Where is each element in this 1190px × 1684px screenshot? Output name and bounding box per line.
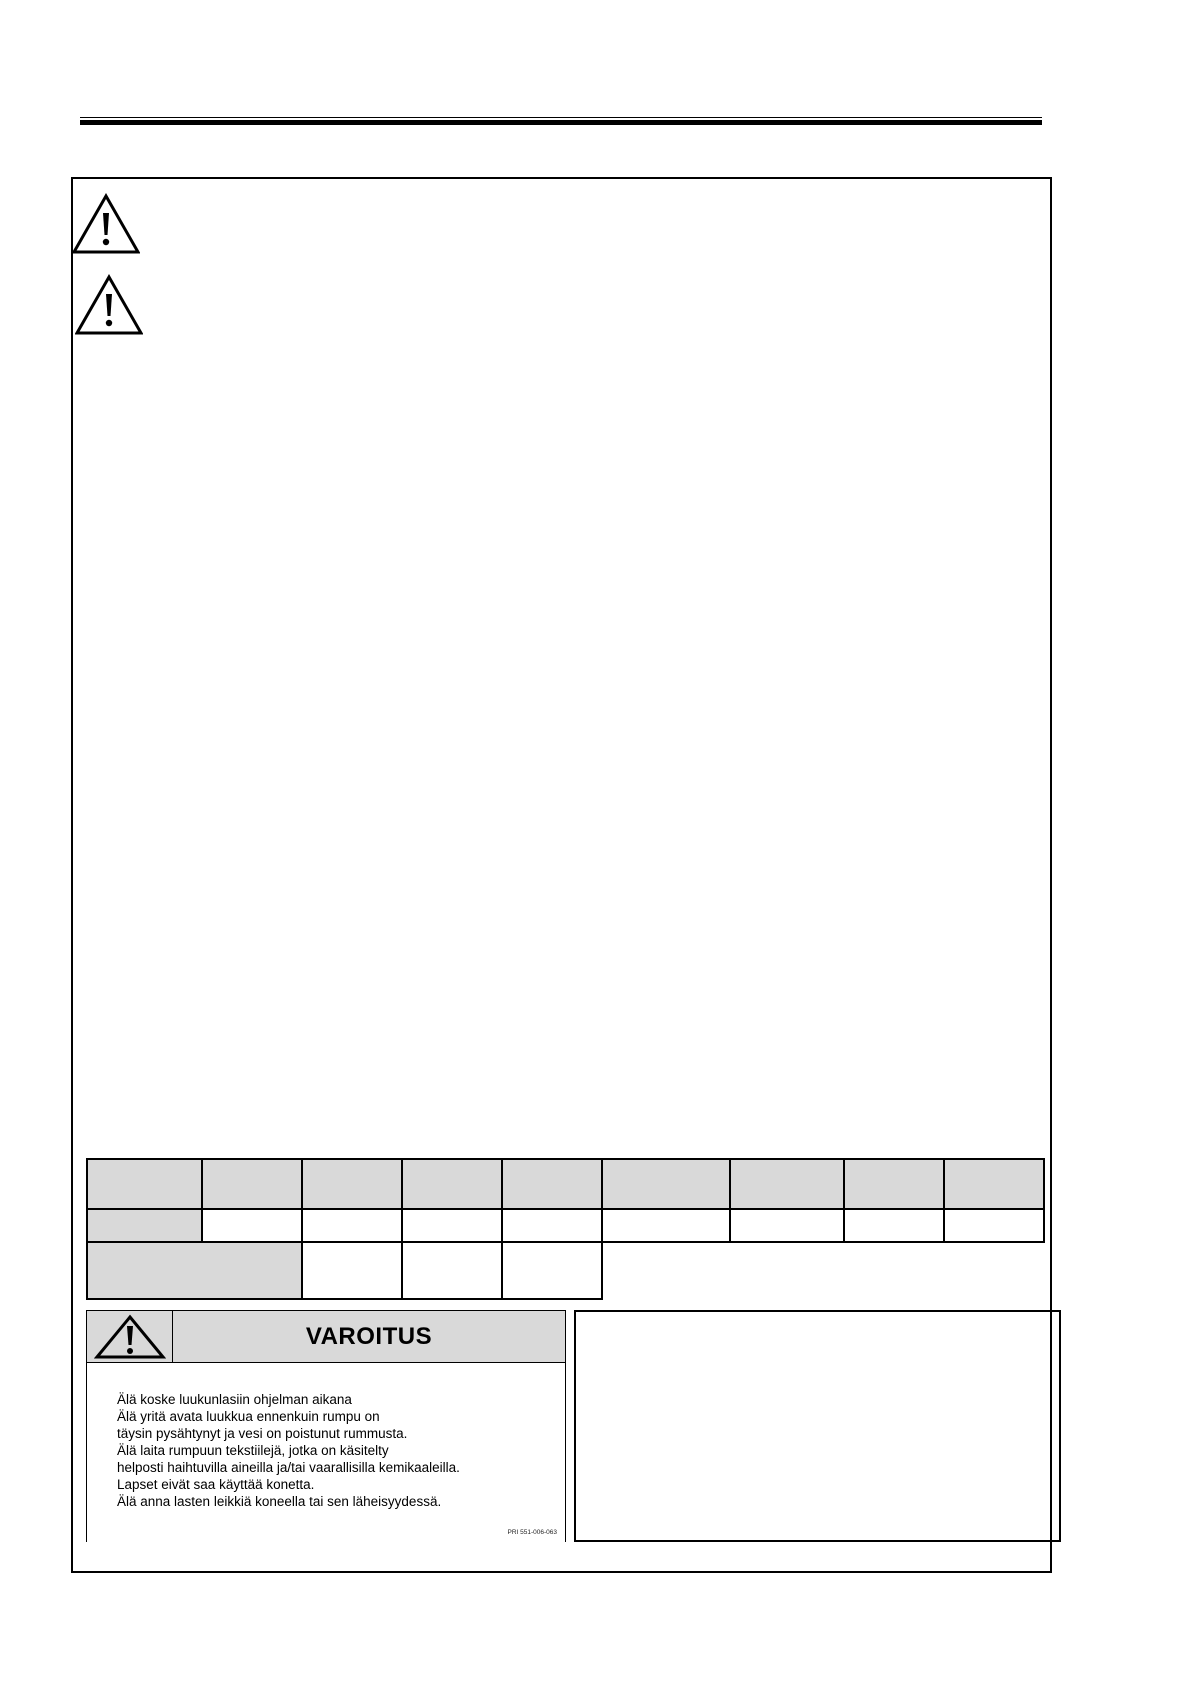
table-cell xyxy=(402,1209,502,1242)
warning-line: täysin pysähtynyt ja vesi on poistunut rummusta. xyxy=(117,1426,408,1441)
table-cell xyxy=(730,1209,844,1242)
header-rule-thin xyxy=(80,117,1042,118)
empty-label-box xyxy=(574,1310,1061,1542)
warning-label-header xyxy=(87,1311,565,1363)
warning-triangle-icon xyxy=(94,1314,166,1360)
table-cell xyxy=(944,1159,1044,1209)
table-cell xyxy=(944,1209,1044,1242)
table-row xyxy=(87,1209,1044,1242)
warning-line: Älä koske luukunlasiin ohjelman aikana xyxy=(117,1392,352,1407)
warning-triangle-icon xyxy=(72,193,140,255)
table-cell xyxy=(502,1159,602,1209)
table-cell xyxy=(844,1159,944,1209)
warning-line: Älä yritä avata luukkua ennenkuin rumpu on xyxy=(117,1409,380,1424)
warning-label-title: VAROITUS xyxy=(305,1322,433,1350)
warning-line: Lapset eivät saa käyttää konetta. xyxy=(117,1477,315,1492)
warning-label xyxy=(86,1310,566,1542)
table-cell xyxy=(602,1209,730,1242)
table-cell xyxy=(202,1209,302,1242)
table-header-row xyxy=(87,1159,1044,1209)
header-rule-thick xyxy=(80,120,1042,125)
table-cell xyxy=(302,1209,402,1242)
table-cell xyxy=(302,1159,402,1209)
warning-triangle-icon xyxy=(75,274,143,336)
table-row xyxy=(87,1242,1044,1299)
table-cell xyxy=(502,1209,602,1242)
table-cell xyxy=(302,1242,402,1299)
table-cell xyxy=(730,1159,844,1209)
table-cell xyxy=(402,1242,502,1299)
table-cell xyxy=(202,1159,302,1209)
warning-label-icon-cell xyxy=(87,1311,173,1362)
table-row-header xyxy=(87,1209,202,1242)
table-cell xyxy=(602,1159,730,1209)
warning-line: Älä laita rumpuun tekstiilejä, jotka on käsitelty xyxy=(117,1443,389,1458)
table-cell xyxy=(87,1159,202,1209)
label-part-code: PRI 551-006-063 xyxy=(507,1529,557,1536)
table-row-header xyxy=(87,1242,302,1299)
warning-line: Älä anna lasten leikkiä koneella tai sen läheisyydessä. xyxy=(117,1494,442,1509)
spec-table xyxy=(86,1158,1045,1300)
table-cell xyxy=(502,1242,602,1299)
warning-label-text xyxy=(117,1391,557,1510)
table-cell xyxy=(402,1159,502,1209)
table-empty-area xyxy=(602,1242,1044,1299)
table-cell xyxy=(844,1209,944,1242)
warning-line: helposti haihtuvilla aineilla ja/tai vaarallisilla kemikaaleilla. xyxy=(117,1460,460,1475)
